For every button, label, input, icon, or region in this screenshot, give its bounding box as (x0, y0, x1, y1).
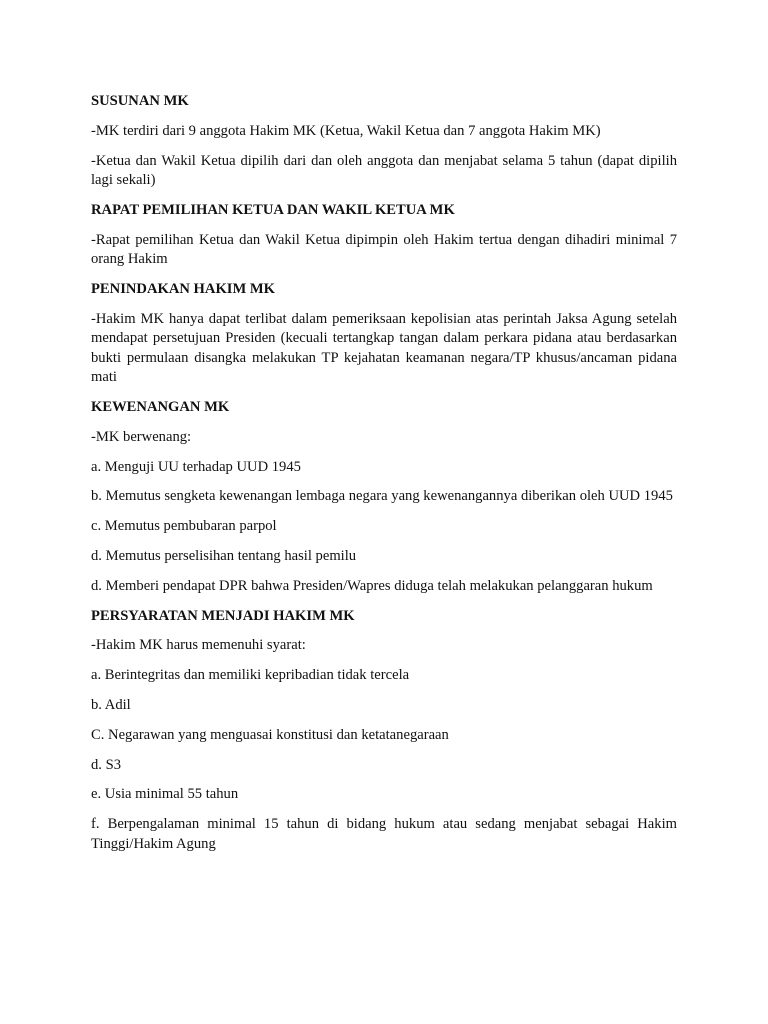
list-item: e. Usia minimal 55 tahun (91, 786, 239, 803)
section-heading: RAPAT PEMILIHAN KETUA DAN WAKIL KETUA MK (91, 201, 455, 218)
paragraph: -Ketua dan Wakil Ketua dipilih dari dan oleh anggota dan menjabat selama 5 tahun (dapat dipilih lagi sekali) (91, 152, 677, 189)
section-heading: KEWENANGAN MK (91, 399, 230, 416)
paragraph: -MK terdiri dari 9 anggota Hakim MK (Ketua, Wakil Ketua dan 7 anggota Hakim MK) (91, 122, 601, 139)
paragraph: -Hakim MK harus memenuhi syarat: (91, 637, 306, 654)
list-item: b. Adil (91, 697, 131, 714)
section-heading: SUSUNAN MK (91, 93, 189, 109)
list-item: d. Memutus perselisihan tentang hasil pemilu (91, 548, 357, 565)
list-item: C. Negarawan yang menguasai konstitusi dan ketatanegaraan (91, 726, 449, 743)
list-item: d. Memberi pendapat DPR bahwa Presiden/Wapres diduga telah melakukan pelanggaran hukum (91, 577, 653, 594)
paragraph: -Rapat pemilihan Ketua dan Wakil Ketua dipimpin oleh Hakim tertua dengan dihadiri minimal 7 orang Hakim (91, 231, 677, 268)
section-heading: PERSYARATAN MENJADI HAKIM MK (91, 607, 355, 624)
section-heading: PENINDAKAN HAKIM MK (91, 280, 276, 297)
list-item: c. Memutus pembubaran parpol (91, 518, 277, 535)
list-item: d. S3 (91, 756, 122, 773)
list-item: a. Menguji UU terhadap UUD 1945 (91, 458, 301, 475)
document-page (91, 92, 677, 865)
paragraph: -MK berwenang: (91, 428, 192, 445)
list-item: b. Memutus sengketa kewenangan lembaga negara yang kewenangannya diberikan oleh UUD 1945 (91, 488, 673, 505)
list-item: a. Berintegritas dan memiliki kepribadian tidak tercela (91, 667, 410, 684)
paragraph: -Hakim MK hanya dapat terlibat dalam pemeriksaan kepolisian atas perintah Jaksa Agung setelah mendapat persetujuan Presiden (kecuali tertangkap tangan dalam perkara pidana atau berdasarkan bukti permulaan disangka melakukan TP kejahatan keamanan negara/TP khusus/ancaman pidana mati (91, 310, 677, 386)
list-item: f. Berpengalaman minimal 15 tahun di bidang hukum atau sedang menjabat sebagai Hakim Tinggi/Hakim Agung (91, 816, 677, 852)
